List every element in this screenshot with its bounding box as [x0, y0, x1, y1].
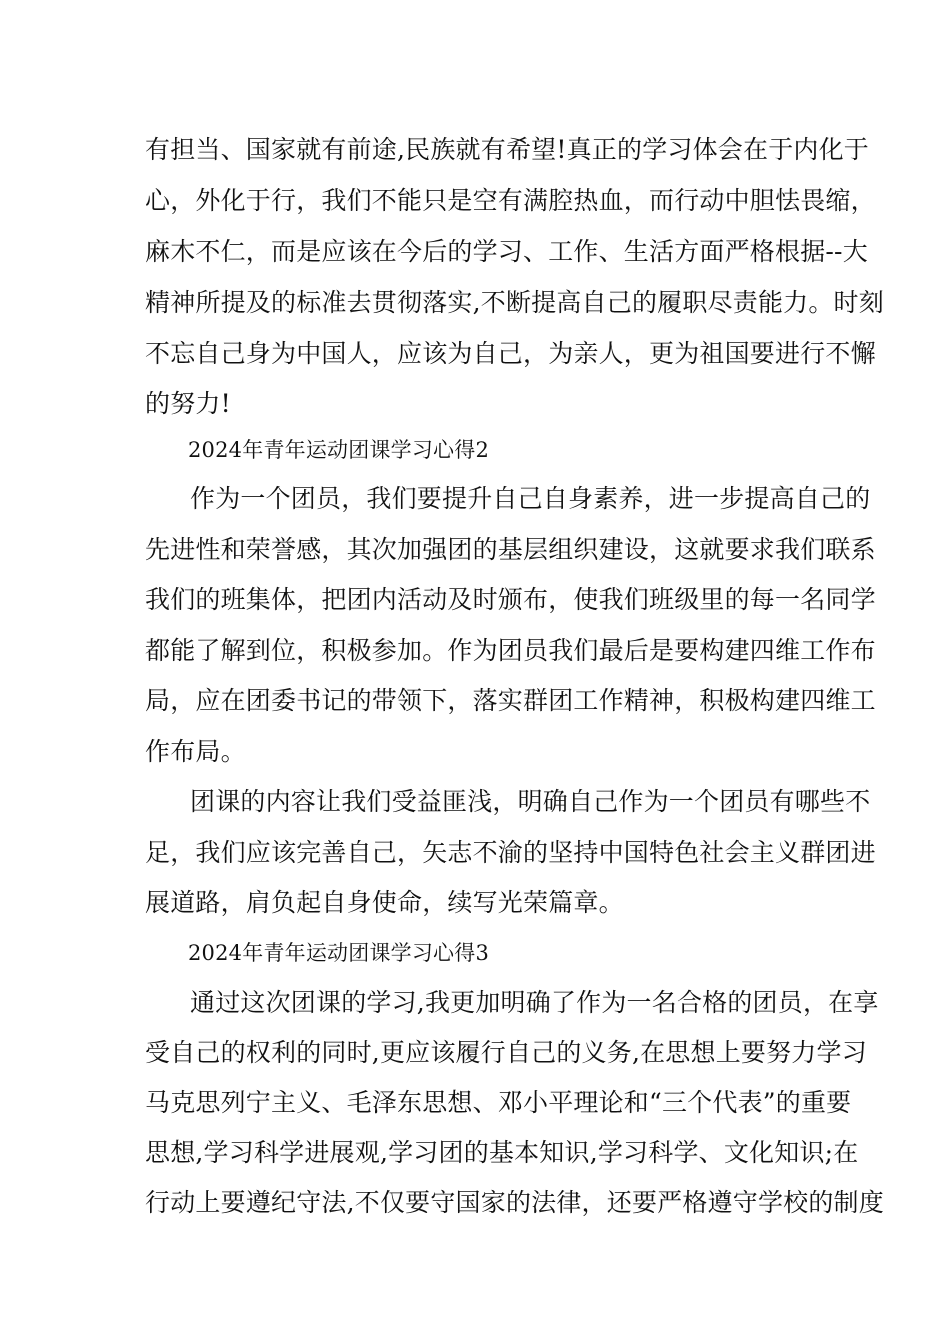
text-line: 心，外化于行，我们不能只是空有满腔热血，而行动中胆怯畏缩，: [145, 186, 876, 215]
text-line: 局，应在团委书记的带领下，落实群团工作精神，积极构建四维工: [145, 686, 876, 715]
text-line: 麻木不仁，而是应该在今后的学习、工作、生活方面严格根据--大: [145, 237, 868, 266]
section-heading: 2024年青年运动团课学习心得3: [188, 941, 490, 965]
text-line: 我们的班集体，把团内活动及时颁布，使我们班级里的每一名同学: [145, 585, 876, 614]
text-line: 受自己的权利的同时,更应该履行自己的义务,在思想上要努力学习: [145, 1038, 867, 1067]
text-line: 马克思列宁主义、毛泽东思想、邓小平理论和“三个代表”的重要: [145, 1088, 852, 1117]
text-line: 作布局。: [145, 737, 246, 766]
text-line: 思想,学习科学进展观,学习团的基本知识,学习科学、文化知识;在: [145, 1138, 859, 1167]
text-line: 精神所提及的标准去贯彻落实,不断提高自己的履职尽责能力。时刻: [145, 288, 884, 317]
text-line: 的努力!: [145, 389, 231, 418]
text-line: 都能了解到位，积极参加。作为团员我们最后是要构建四维工作布: [145, 636, 876, 665]
text-line: 先进性和荣誉感，其次加强团的基层组织建设，这就要求我们联系: [145, 535, 876, 564]
text-line: 不忘自己身为中国人，应该为自己，为亲人，更为祖国要进行不懈: [145, 339, 876, 368]
text-line: 有担当、国家就有前途,民族就有希望!真正的学习体会在于内化于: [145, 135, 869, 164]
text-line: 足，我们应该完善自己，矢志不渝的坚持中国特色社会主义群团进: [145, 838, 876, 867]
paragraph-first-line: 通过这次团课的学习,我更加明确了作为一名合格的团员，在享: [190, 988, 879, 1017]
text-line: 展道路，肩负起自身使命，续写光荣篇章。: [145, 888, 624, 917]
paragraph-first-line: 作为一个团员，我们要提升自己自身素养，进一步提高自己的: [190, 484, 871, 513]
paragraph-first-line: 团课的内容让我们受益匪浅，明确自己作为一个团员有哪些不: [190, 787, 871, 816]
section-heading: 2024年青年运动团课学习心得2: [188, 438, 490, 462]
text-line: 行动上要遵纪守法,不仅要守国家的法律，还要严格遵守学校的制度: [145, 1188, 884, 1217]
